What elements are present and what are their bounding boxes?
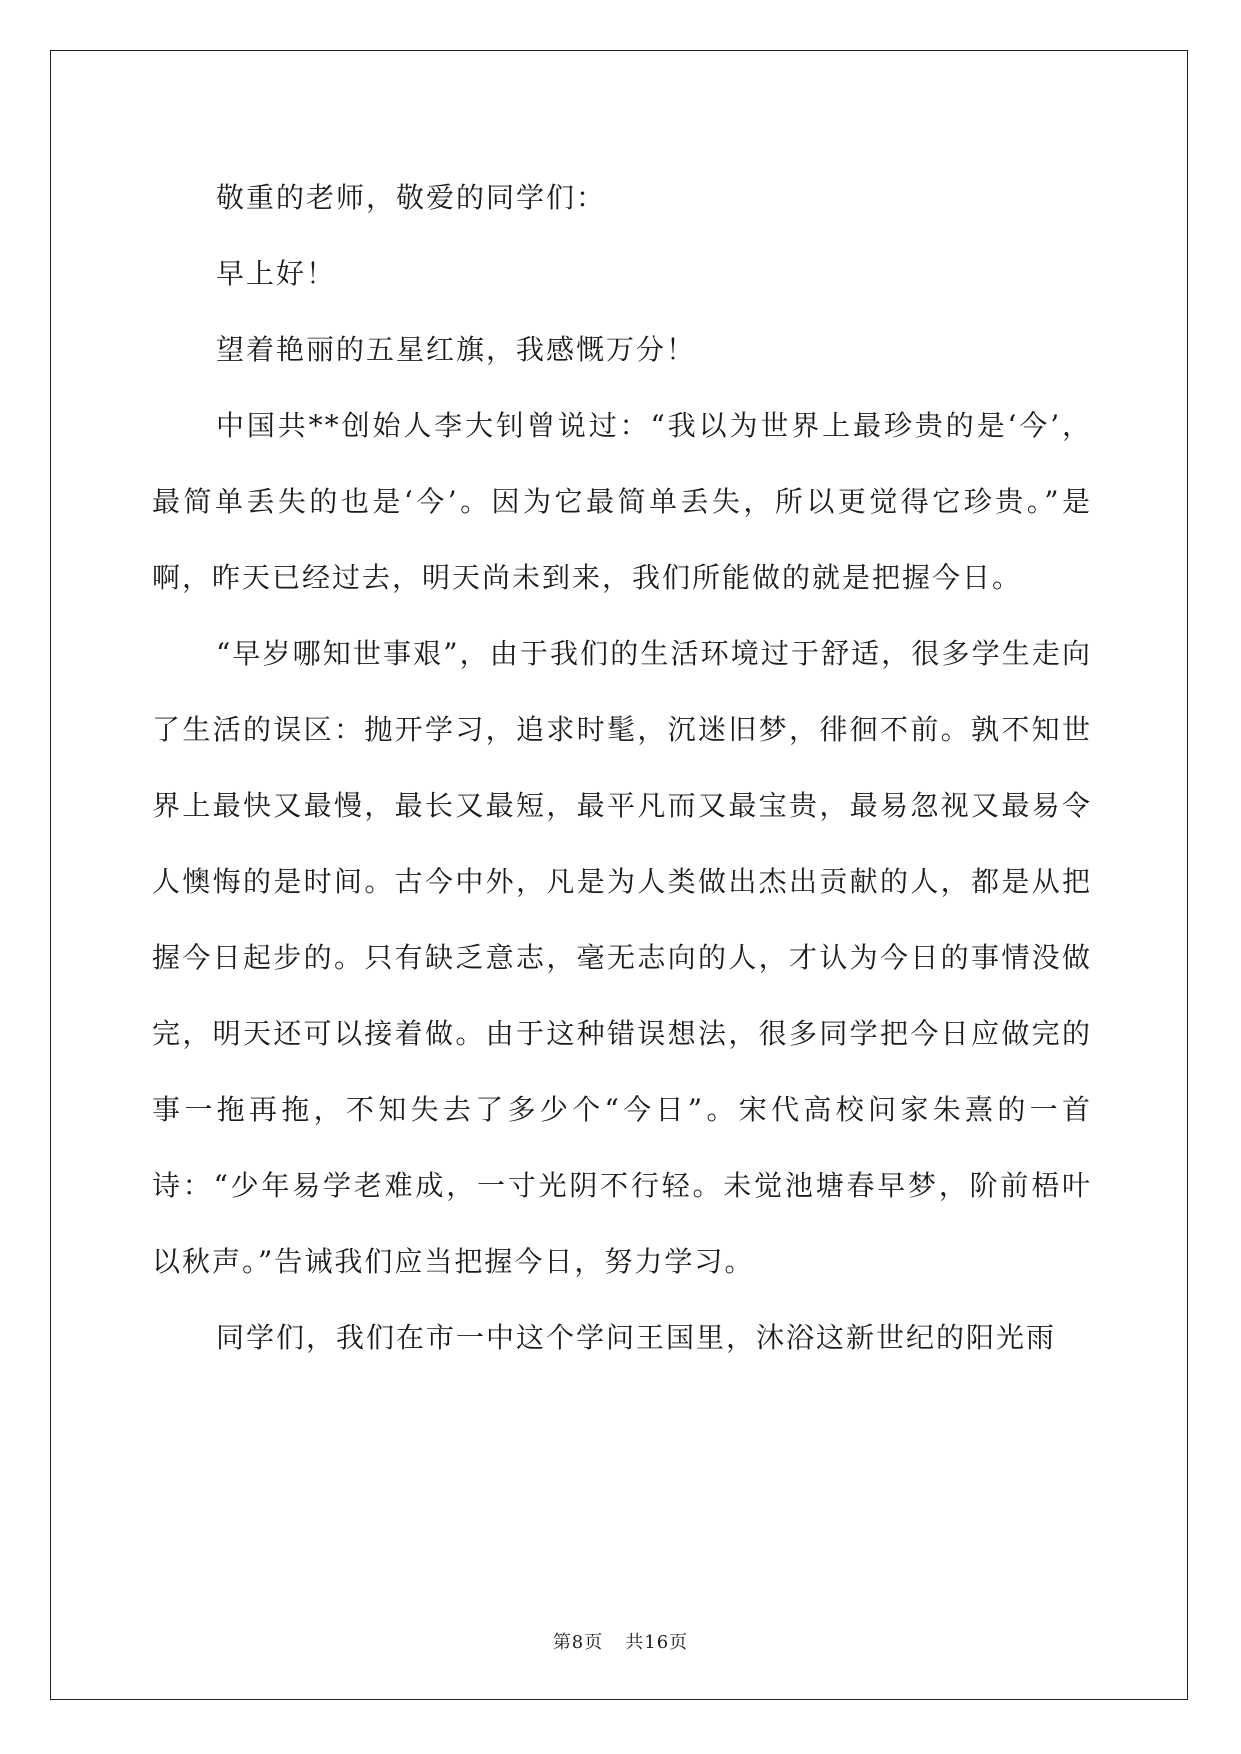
paragraph-closing: 同学们，我们在市一中这个学问王国里，沐浴这新世纪的阳光雨 (216, 1321, 1057, 1354)
paragraph-flag: 望着艳丽的五星红旗，我感慨万分！ (216, 333, 697, 366)
salutation: 敬重的老师，敬爱的同学们： (216, 181, 607, 214)
document-body (152, 160, 1092, 1376)
page-number: 第8页 (552, 1632, 604, 1653)
greeting: 早上好！ (216, 257, 337, 290)
page-footer (0, 1628, 1241, 1654)
paragraph-quote: 中国共**创始人李大钊曾说过：“我以为世界上最珍贵的是‘今’，最简单丢失的也是‘今’。因为它最简单丢失，所以更觉得它珍贵。”是啊，昨天已经过去，明天尚未到来，我们所能做的就是把握今日。 (152, 409, 1092, 594)
paragraph-time: “早岁哪知世事艰”，由于我们的生活环境过于舒适，很多学生走向了生活的误区：抛开学习，追求时髦，沉迷旧梦，徘徊不前。孰不知世界上最快又最慢，最长又最短，最平凡而又最宝贵，最易忽视又最易令人懊悔的是时间。古今中外，凡是为人类做出杰出贡献的人，都是从把握今日起步的。只有缺乏意志，毫无志向的人，才认为今日的事情没做完，明天还可以接着做。由于这种错误想法，很多同学把今日应做完的事一拖再拖，不知失去了多少个“今日”。宋代高校问家朱熹的一首诗：“少年易学老难成，一寸光阴不行轻。未觉池塘春早梦，阶前梧叶以秋声。”告诫我们应当把握今日，努力学习。 (152, 637, 1092, 1278)
page-total: 共16页 (625, 1632, 689, 1653)
